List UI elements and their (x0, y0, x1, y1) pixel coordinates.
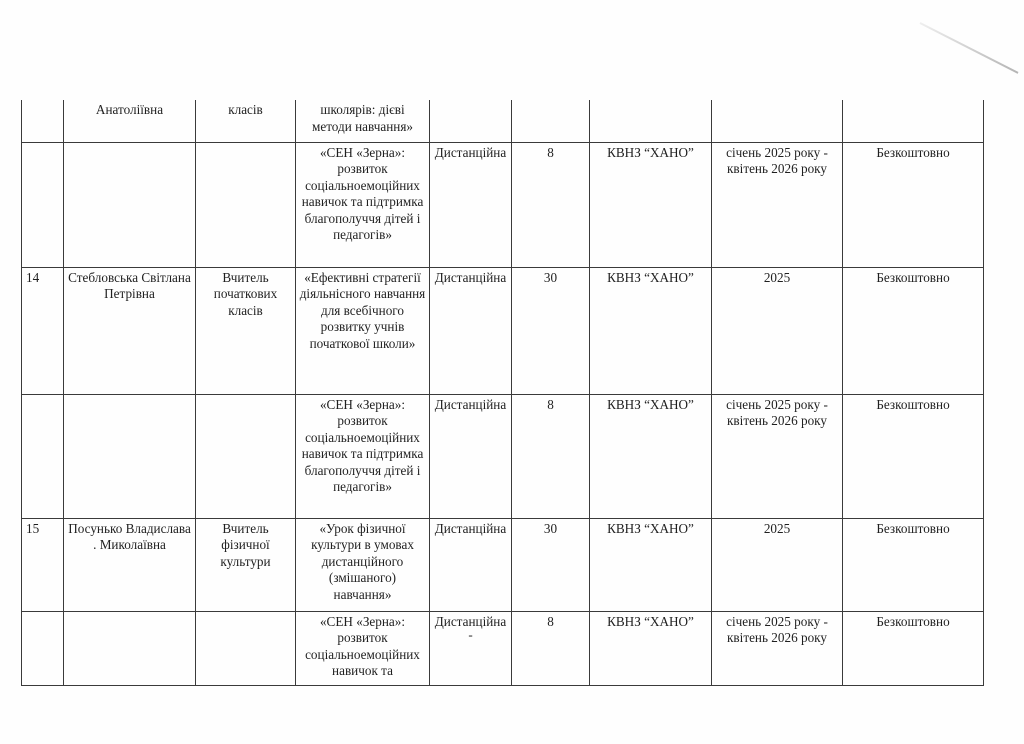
table-row (22, 267, 984, 394)
table-row (22, 142, 984, 267)
cell-form-mark: - (468, 627, 473, 642)
cell-provider: КВНЗ “ХАНО” (590, 267, 712, 394)
cell-name (64, 394, 196, 518)
cell-period: січень 2025 року - квітень 2026 року (712, 394, 843, 518)
cell-course: школярів: дієві методи навчання» (296, 100, 430, 142)
cell-name: Стебловська Світлана Петрівна (64, 267, 196, 394)
cell-provider: КВНЗ “ХАНО” (590, 394, 712, 518)
cell-period (712, 100, 843, 142)
cell-form: Дистанційна (430, 518, 512, 611)
cell-course: «Ефективні стратегії діяльнісного навчання для всебічного розвитку учнів початкової школи» (296, 267, 430, 394)
cell-course: «СЕН «Зерна»: розвиток соціальноемоційних навичок та підтримка благополуччя дітей і педагогів» (296, 394, 430, 518)
training-table (21, 100, 984, 686)
cell-cost: Безкоштовно (843, 394, 984, 518)
cell-form (430, 100, 512, 142)
cell-form-text: Дистанційна (434, 613, 507, 629)
cell-cost: Безкоштовно (843, 267, 984, 394)
cell-course: «СЕН «Зерна»: розвиток соціальноемоційних навичок та підтримка благополуччя дітей і педагогів» (296, 142, 430, 267)
table-row (22, 100, 984, 142)
cell-hours: 8 (512, 142, 590, 267)
cell-provider: КВНЗ “ХАНО” (590, 611, 712, 685)
cell-position: Вчитель початкових класів (196, 267, 296, 394)
cell-name: Посунько Владислава . Миколаївна (64, 518, 196, 611)
scan-artifact-line (920, 22, 1019, 74)
cell-position: класів (196, 100, 296, 142)
cell-form: Дистанційна (430, 394, 512, 518)
cell-hours (512, 100, 590, 142)
cell-course: «Урок фізичної культури в умовах дистанційного (змішаного) навчання» (296, 518, 430, 611)
cell-provider: КВНЗ “ХАНО” (590, 142, 712, 267)
table-row (22, 518, 984, 611)
cell-position (196, 142, 296, 267)
cell-name (64, 142, 196, 267)
cell-position (196, 611, 296, 685)
cell-name (64, 611, 196, 685)
cell-form: Дистанційна (430, 267, 512, 394)
cell-position (196, 394, 296, 518)
cell-hours: 30 (512, 518, 590, 611)
cell-name: Анатоліївна (64, 100, 196, 142)
cell-number (22, 142, 64, 267)
cell-cost (843, 100, 984, 142)
cell-cost: Безкоштовно (843, 142, 984, 267)
cell-period: 2025 (712, 518, 843, 611)
cell-provider: КВНЗ “ХАНО” (590, 518, 712, 611)
cell-number: 14 (22, 267, 64, 394)
cell-number (22, 611, 64, 685)
table-row (22, 611, 984, 685)
cell-hours: 8 (512, 611, 590, 685)
cell-number (22, 394, 64, 518)
cell-form: Дистанційна (430, 142, 512, 267)
table-row (22, 394, 984, 518)
cell-position: Вчитель фізичної культури (196, 518, 296, 611)
cell-cost: Безкоштовно (843, 611, 984, 685)
cell-period: січень 2025 року - квітень 2026 року (712, 142, 843, 267)
cell-hours: 8 (512, 394, 590, 518)
cell-course: «СЕН «Зерна»: розвиток соціальноемоційних навичок та (296, 611, 430, 685)
cell-number: 15 (22, 518, 64, 611)
cell-period: 2025 (712, 267, 843, 394)
cell-period: січень 2025 року - квітень 2026 року (712, 611, 843, 685)
cell-cost: Безкоштовно (843, 518, 984, 611)
cell-form (430, 611, 512, 685)
cell-number (22, 100, 64, 142)
cell-hours: 30 (512, 267, 590, 394)
cell-provider (590, 100, 712, 142)
